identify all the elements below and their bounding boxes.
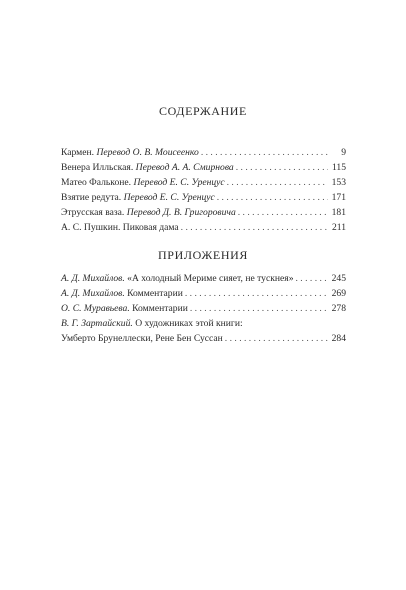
appendix-heading: ПРИЛОЖЕНИЯ: [158, 248, 248, 262]
toc-entry[interactable]: [61, 286, 346, 301]
dot-leader: [201, 145, 328, 160]
page-number: 278: [331, 303, 346, 314]
appendix-list: [61, 271, 346, 346]
page-number: 9: [341, 147, 346, 158]
toc-entry[interactable]: [61, 175, 346, 190]
toc-entry-text: А. С. Пушкин. Пиковая дама: [61, 222, 179, 233]
page-number: 153: [331, 177, 346, 188]
toc-entry[interactable]: [61, 190, 346, 205]
toc-entry-text: В. Г. Зартайский. О художниках этой книги:: [61, 318, 243, 329]
contents-heading: СОДЕРЖАНИЕ: [159, 104, 247, 118]
page-number: 284: [331, 333, 346, 344]
toc-entry-text: Умберто Брунеллески, Рене Бен Суссан: [61, 333, 223, 344]
toc-entry[interactable]: [61, 271, 346, 286]
dot-leader: [225, 331, 328, 346]
dot-leader: [238, 205, 328, 220]
toc-entry-text: А. Д. Михайлов. «А холодный Мериме сияет, не тускнея»: [61, 273, 294, 284]
toc-entry-first-line[interactable]: [61, 316, 346, 331]
toc-entry-text: Этрусская ваза. Перевод Д. В. Григоровича: [61, 207, 236, 218]
toc-entry-text: Матео Фальконе. Перевод Е. С. Уренцус: [61, 177, 225, 188]
page-number: 115: [331, 162, 346, 173]
toc-entry-continuation[interactable]: [61, 331, 346, 346]
toc-entry[interactable]: [61, 160, 346, 175]
page-number: 181: [331, 207, 346, 218]
toc-entry-text: Взятие редута. Перевод Е. С. Уренцус: [61, 192, 215, 203]
dot-leader: [296, 271, 329, 286]
page-number: 269: [331, 288, 346, 299]
toc-entry[interactable]: [61, 220, 346, 235]
dot-leader: [190, 301, 328, 316]
page-number: 245: [331, 273, 346, 284]
page-number: 171: [331, 192, 346, 203]
dot-leader: [181, 220, 328, 235]
toc-entry-text: О. С. Муравьева. Комментарии: [61, 303, 188, 314]
toc-entry-text: А. Д. Михайлов. Комментарии: [61, 288, 183, 299]
dot-leader: [227, 175, 328, 190]
page-number: 211: [331, 222, 346, 233]
toc-entry-text: Венера Илльская. Перевод А. А. Смирнова: [61, 162, 234, 173]
dot-leader: [236, 160, 328, 175]
dot-leader: [185, 286, 328, 301]
toc-entry[interactable]: [61, 145, 346, 160]
dot-leader: [217, 190, 328, 205]
contents-list: [61, 145, 346, 235]
toc-entry-text: Кармен. Перевод О. В. Моисеенко: [61, 147, 199, 158]
toc-entry[interactable]: [61, 301, 346, 316]
toc-entry[interactable]: [61, 205, 346, 220]
